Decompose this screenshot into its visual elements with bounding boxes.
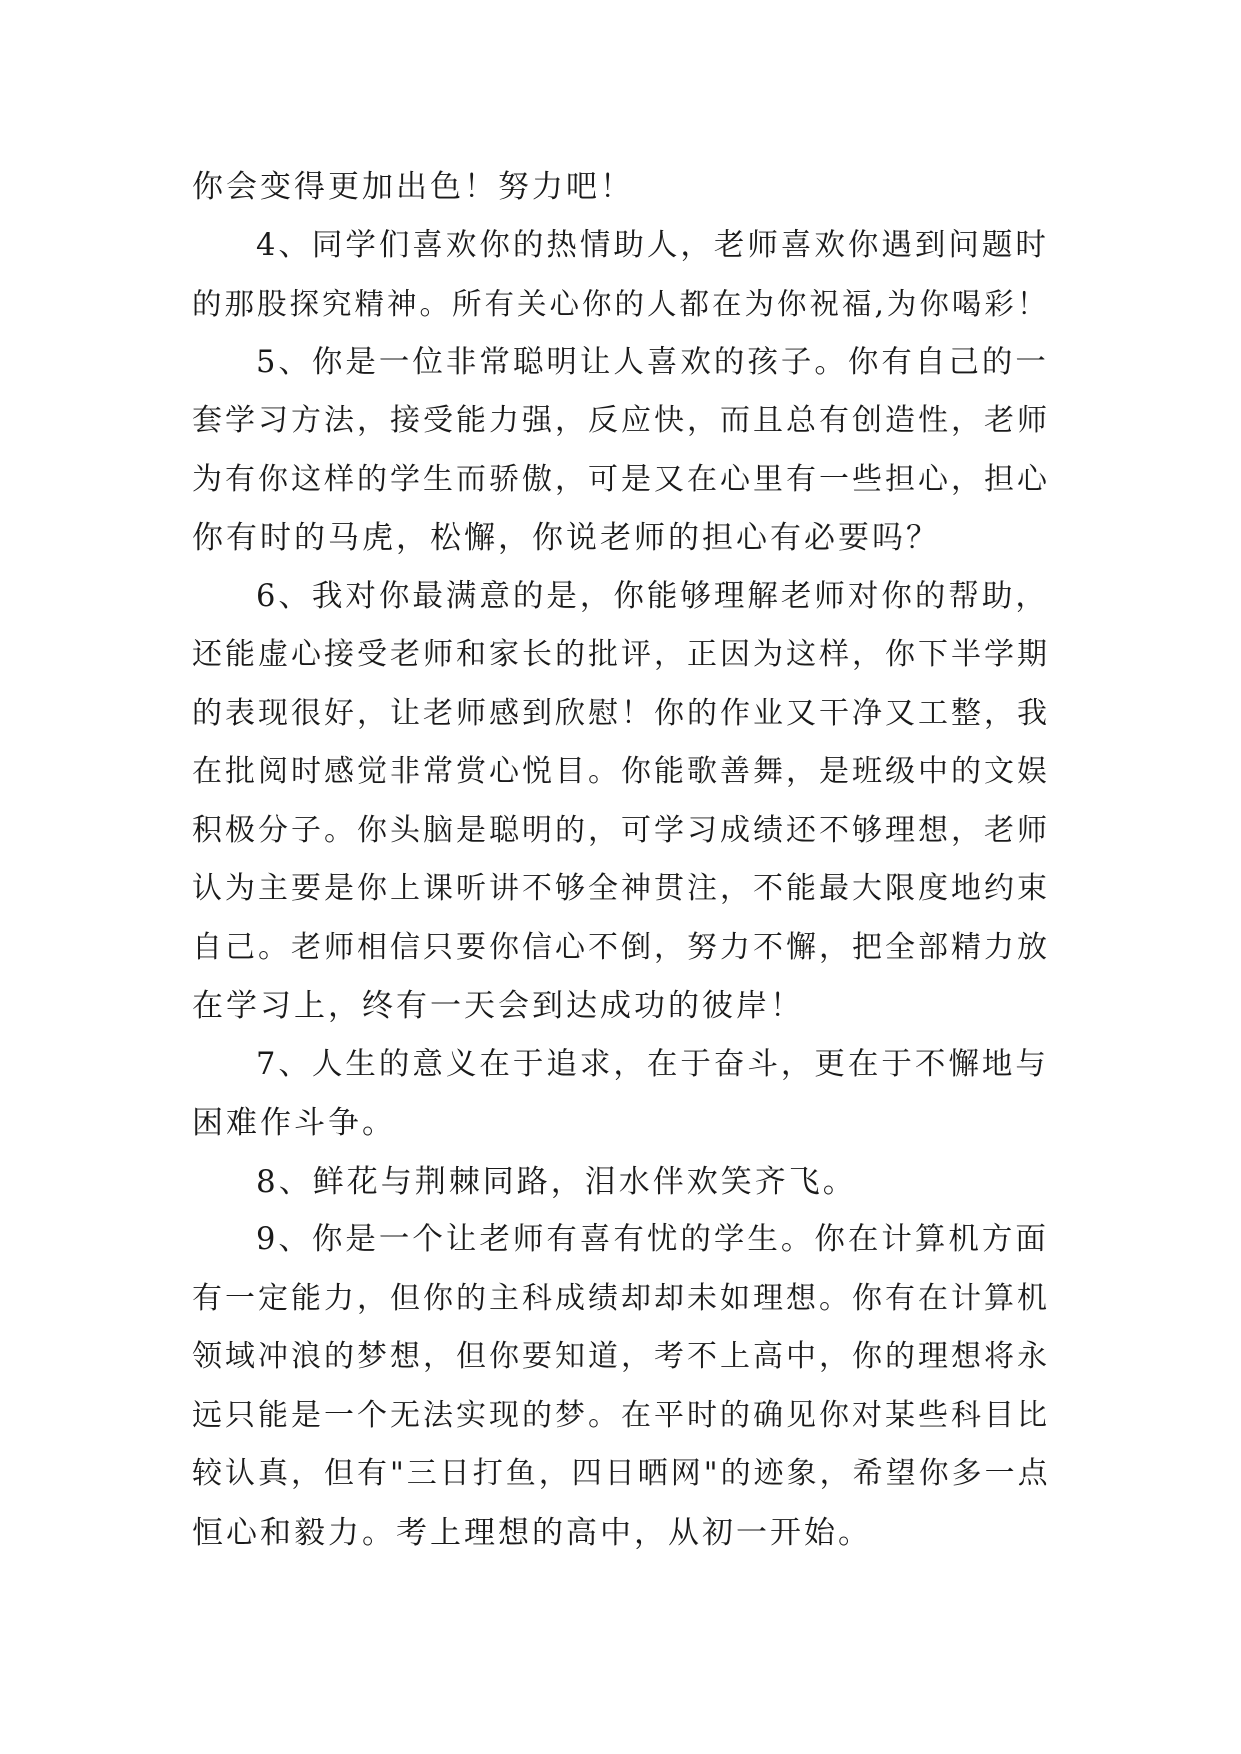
paragraph-start-line: 6、我对你最满意的是，你能够理解老师对你的帮助， [256, 578, 1049, 614]
document-body [192, 158, 1052, 1562]
text-line: 领域冲浪的梦想，但你要知道，考不上高中，你的理想将永 [192, 1339, 1050, 1374]
text-line: 较认真，但有"三日打鱼，四日晒网"的迹象，希望你多一点 [192, 1456, 1051, 1491]
text-line: 你会变得更加出色！努力吧！ [192, 169, 634, 205]
paragraph-start-line: 4、同学们喜欢你的热情助人，老师喜欢你遇到问题时 [256, 227, 1049, 263]
paragraph-start-line: 9、你是一个让老师有喜有忧的学生。你在计算机方面 [256, 1222, 1049, 1257]
text-line: 还能虚心接受老师和家长的批评，正因为这样，你下半学期 [192, 637, 1050, 672]
text-line: 认为主要是你上课听讲不够全神贯注，不能最大限度地约束 [192, 871, 1050, 906]
text-line: 为有你这样的学生而骄傲，可是又在心里有一些担心，担心 [192, 461, 1050, 497]
text-line: 远只能是一个无法实现的梦。在平时的确见你对某些科目比 [192, 1397, 1050, 1433]
paragraph-start-line: 7、人生的意义在于追求，在于奋斗，更在于不懈地与 [256, 1046, 1049, 1082]
text-line: 有一定能力，但你的主科成绩却却未如理想。你有在计算机 [192, 1280, 1050, 1316]
paragraph-start-line: 5、你是一位非常聪明让人喜欢的孩子。你有自己的一 [256, 344, 1049, 380]
text-line: 自己。老师相信只要你信心不倒，努力不懈，把全部精力放 [192, 929, 1050, 965]
text-line: 恒心和毅力。考上理想的高中，从初一开始。 [192, 1514, 872, 1551]
text-line: 积极分子。你头脑是聪明的，可学习成绩还不够理想，老师 [192, 812, 1050, 848]
text-line: 套学习方法，接受能力强，反应快，而且总有创造性，老师 [192, 403, 1050, 438]
text-line: 困难作斗争。 [192, 1105, 396, 1141]
paragraph-start-line: 8、鲜花与荆棘同路，泪水伴欢笑齐飞。 [256, 1163, 857, 1200]
text-line: 在学习上，终有一天会到达成功的彼岸！ [192, 988, 804, 1024]
text-line: 你有时的马虎，松懈，你说老师的担心有必要吗？ [192, 520, 940, 556]
text-line: 的那股探究精神。所有关心你的人都在为你祝福,为你喝彩！ [192, 287, 1050, 321]
text-line: 的表现很好，让老师感到欣慰！你的作业又干净又工整，我 [192, 695, 1050, 731]
text-line: 在批阅时感觉非常赏心悦目。你能歌善舞，是班级中的文娱 [192, 754, 1050, 789]
